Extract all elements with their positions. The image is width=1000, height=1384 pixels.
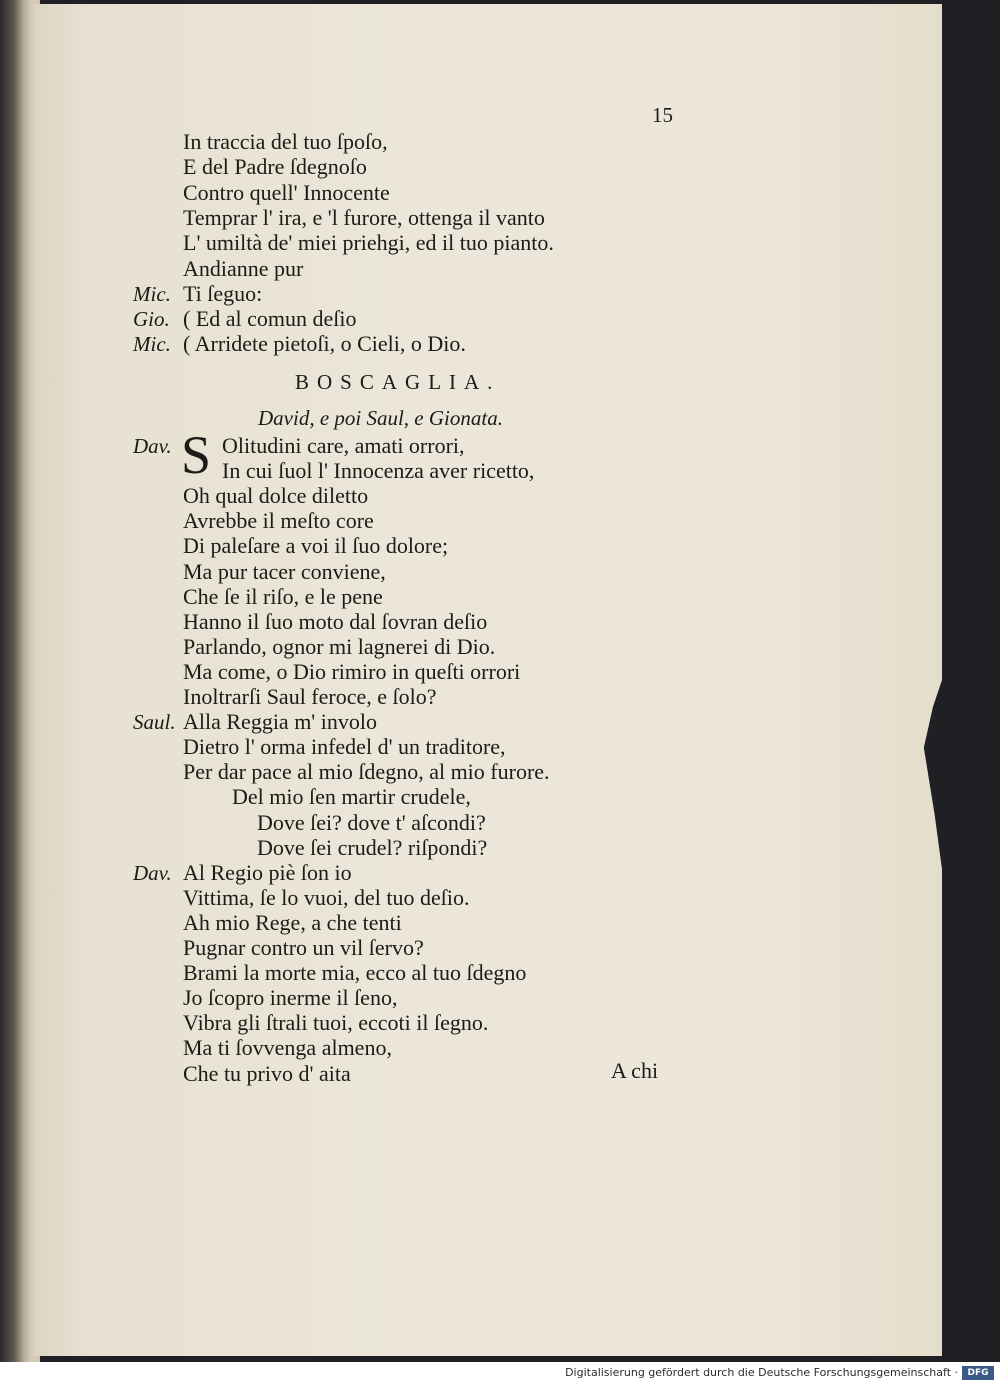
- speaker-label: Gio.: [133, 307, 170, 332]
- verse-line: Che ſe il riſo, e le pene: [183, 583, 383, 609]
- verse-line: Per dar pace al mio ſdegno, al mio furore.: [183, 759, 550, 785]
- verse-line: Parlando, ognor mi lagnerei di Dio.: [183, 633, 496, 659]
- verse-line: Oh qual dolce diletto: [183, 483, 369, 509]
- dfg-logo: DFG: [962, 1366, 994, 1380]
- verse-line: Che tu privo d' aita: [183, 1060, 351, 1086]
- verse-line: ( Arridete pietoſi, o Cieli, o Dio.: [183, 331, 466, 357]
- verse-line: Temprar l' ira, e 'l furore, ottenga il vanto: [183, 204, 545, 230]
- verse-line: Avrebbe il meſto core: [183, 508, 374, 534]
- verse-line: In traccia del tuo ſpoſo,: [183, 129, 388, 154]
- page-number: 15: [652, 103, 673, 127]
- verse-line: Dove ſei crudel? riſpondi?: [257, 834, 488, 860]
- speaker-label: Mic.: [133, 332, 171, 357]
- verse-line: Ma come, o Dio rimiro in queſti orrori: [183, 658, 521, 684]
- catchword: A chi: [611, 1058, 659, 1083]
- verse-line: Ah mio Rege, a che tenti: [183, 909, 402, 935]
- verse-line: Ma ti ſovvenga almeno,: [183, 1035, 392, 1061]
- verse-line: In cui ſuol l' Innocenza aver ricetto,: [222, 458, 535, 484]
- verse-line: Pugnar contro un vil ſervo?: [183, 935, 424, 960]
- scene-characters: David, e poi Saul, e Gionata.: [258, 406, 503, 430]
- speaker-label: Dav.: [133, 860, 172, 885]
- verse-line: E del Padre ſdegnoſo: [183, 154, 367, 180]
- verse-line: Ma pur tacer conviene,: [183, 558, 386, 584]
- scene-heading: BOSCAGLIA.: [295, 370, 501, 394]
- verse-line: Hanno il ſuo moto dal ſovran deſio: [183, 608, 488, 634]
- verse-line: Brami la morte mia, ecco al tuo ſdegno: [183, 960, 527, 986]
- verse-line: Dove ſei? dove t' aſcondi?: [257, 809, 486, 835]
- verse-line: Al Regio piè ſon io: [183, 859, 352, 885]
- verse-line: Olitudini care, amati orrori,: [222, 433, 465, 458]
- verse-line: Dietro l' orma infedel d' un traditore,: [183, 734, 506, 760]
- verse-line: Vittima, ſe lo vuoi, del tuo deſio.: [183, 884, 470, 910]
- speaker-label: Dav.: [133, 434, 172, 458]
- verse-line: ( Ed al comun deſio: [183, 306, 357, 332]
- verse-line: Di paleſare a voi il ſuo dolore;: [183, 533, 449, 559]
- footer-credit: Digitalisierung gefördert durch die Deutsche Forschungsgemeinschaft ·: [565, 1366, 958, 1379]
- verse-line: Jo ſcopro inerme il ſeno,: [183, 985, 398, 1011]
- drop-cap: S: [181, 425, 212, 485]
- verse-line: Andianne pur: [183, 255, 304, 281]
- verse-line: Ti ſeguo:: [183, 280, 263, 306]
- verse-line: Contro quell' Innocente: [183, 179, 390, 205]
- speaker-label: Mic.: [133, 281, 171, 306]
- verse-line: Inoltrarſi Saul feroce, e ſolo?: [183, 684, 437, 709]
- speaker-label: Saul.: [133, 710, 176, 735]
- verse-line: Alla Reggia m' involo: [183, 709, 377, 735]
- verse-line: Del mio ſen martir crudele,: [232, 784, 471, 810]
- verse-line: L' umiltà de' miei priehgi, ed il tuo pianto.: [183, 230, 554, 256]
- verse-line: Vibra gli ſtrali tuoi, eccoti il ſegno.: [183, 1010, 489, 1036]
